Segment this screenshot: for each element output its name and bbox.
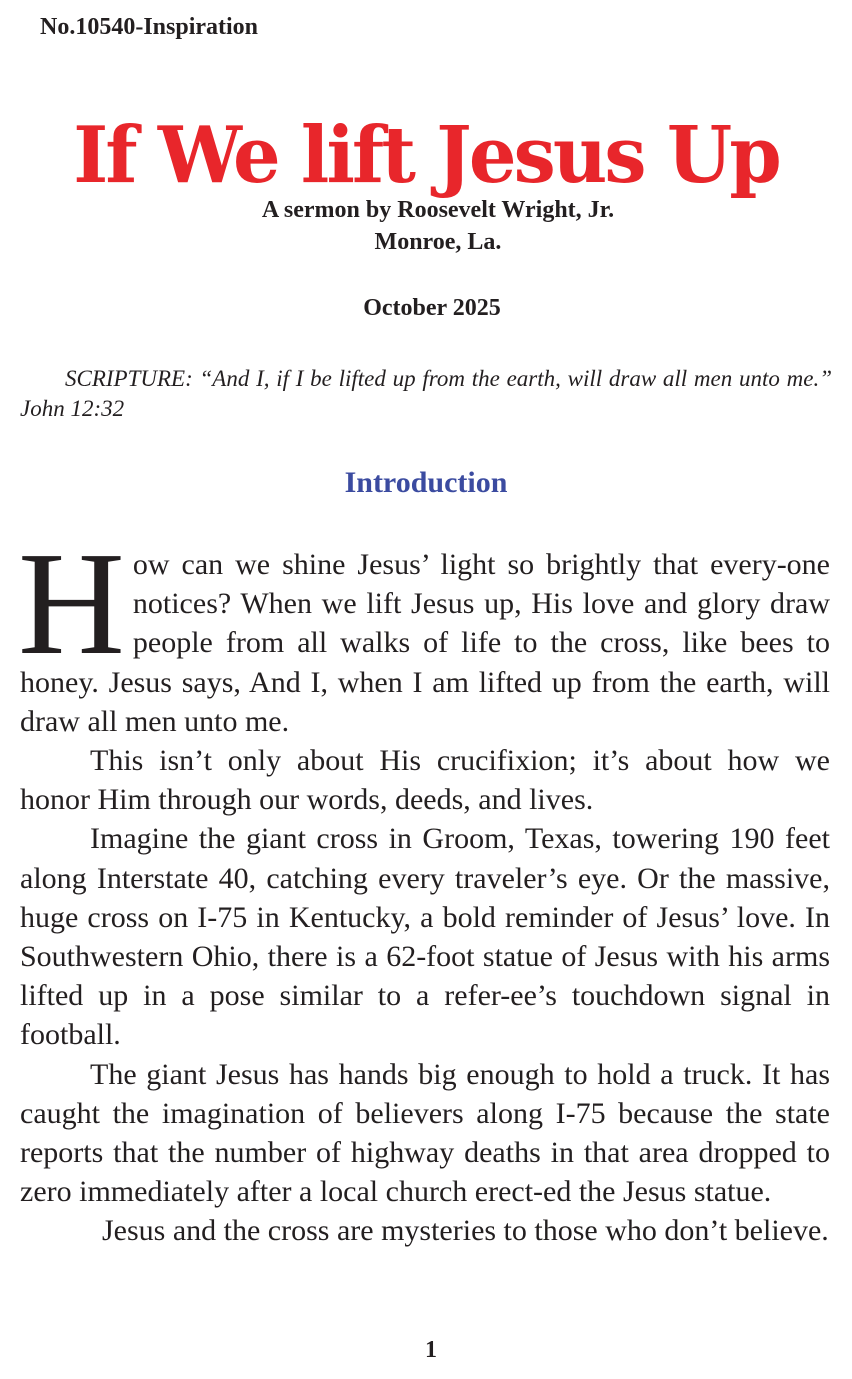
publication-date: October 2025 xyxy=(363,295,501,321)
location: Monroe, La. xyxy=(374,229,502,255)
sermon-body xyxy=(18,522,830,1251)
drop-cap: H xyxy=(18,522,125,686)
scripture-quote: SCRIPTURE: “And I, if I be lifted up from the earth, will draw all men unto me.” John 12:32 xyxy=(20,366,832,421)
byline: A sermon by Roosevelt Wright, Jr. xyxy=(261,197,615,223)
section-heading: Introduction xyxy=(344,466,508,499)
paragraph: Jesus and the cross are mysteries to those who don’t believe. xyxy=(102,1214,829,1248)
paragraph xyxy=(18,522,830,741)
sermon-title: If We lift Jesus Up xyxy=(73,110,779,201)
paragraph-text: ow can we shine Jesus’ light so brightly that every-one notices? When we lift Jesus up, His love and glory draw people from all walks of life to the cross, like bees to honey. Jesus says, And I, when I am lifted up from the earth, will draw all men unto me. xyxy=(20,548,830,738)
issue-number: No.10540-Inspiration xyxy=(40,14,259,40)
page-number: 1 xyxy=(425,1337,437,1363)
paragraph: The giant Jesus has hands big enough to hold a truck. It has caught the imagination of believers along I-75 because the state reports that the number of highway deaths in that area dropped to zero immediately after a local church erect-ed the Jesus statue. xyxy=(20,1057,830,1209)
paragraph: This isn’t only about His crucifixion; it’s about how we honor Him through our words, deeds, and lives. xyxy=(20,744,830,817)
paragraph: Imagine the giant cross in Groom, Texas, towering 190 feet along Interstate 40, catching every traveler’s eye. Or the massive, huge cross on I-75 in Kentucky, a bold reminder of Jesus’ love. In Southwestern Ohio, there is a 62-foot statue of Jesus with his arms lifted up in a pose similar to a refer-ee’s touchdown signal in football. xyxy=(20,822,830,1052)
